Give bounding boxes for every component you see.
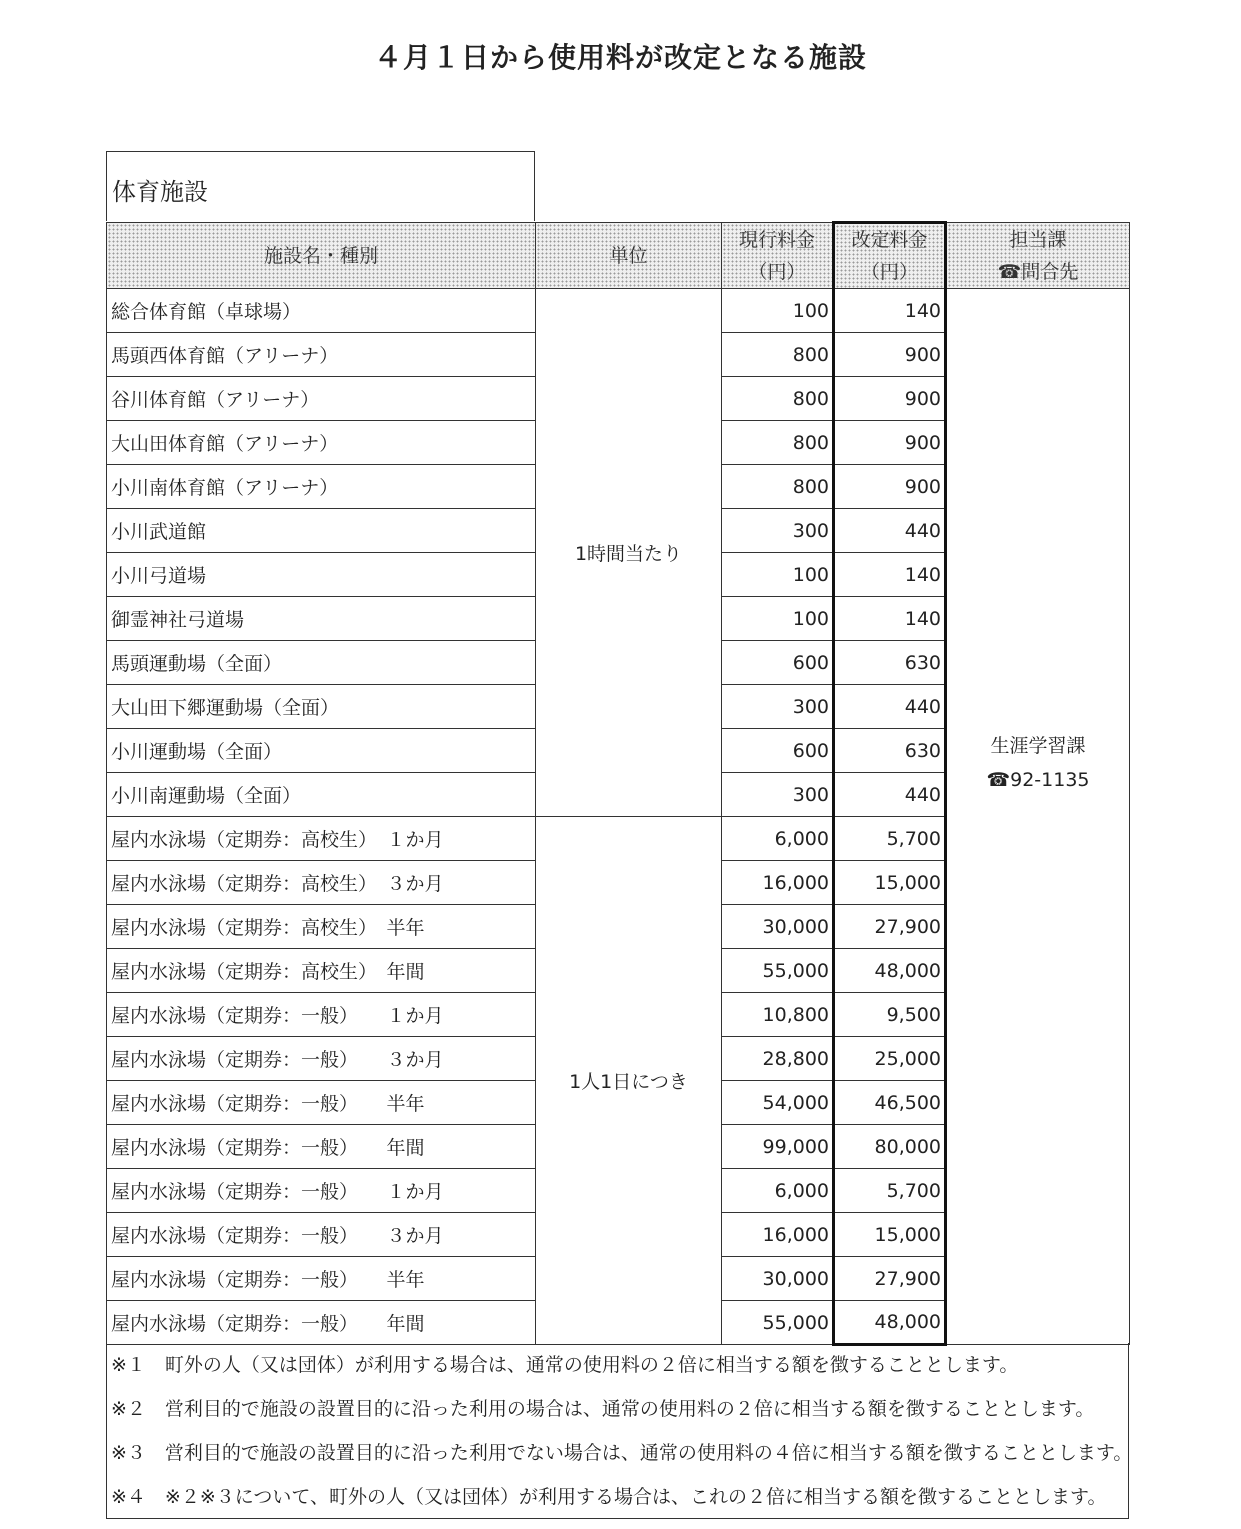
dept-cell [946, 289, 1130, 1345]
note-4: ※４ ※２※３について、町外の人（又は団体）が利用する場合は、これの２倍に相当する額を徴することとします。 [111, 1486, 1107, 1508]
facility-name: 馬頭運動場（全面） [107, 641, 536, 685]
facility-name: 屋内水泳場（定期券：高校生） 半年 [107, 905, 536, 949]
revised-fee: 900 [834, 333, 946, 377]
current-fee: 600 [722, 641, 834, 685]
revised-fee: 630 [834, 641, 946, 685]
revised-fee: 27,900 [834, 1257, 946, 1301]
unit-cell: 1時間当たり [536, 289, 722, 817]
revised-fee: 440 [834, 685, 946, 729]
col-header-current: 現行料金 （円） [722, 223, 834, 289]
facility-name: 小川南運動場（全面） [107, 773, 536, 817]
facility-name: 屋内水泳場（定期券：一般） 年間 [107, 1125, 536, 1169]
facility-name: 小川弓道場 [107, 553, 536, 597]
current-fee: 600 [722, 729, 834, 773]
revised-fee: 48,000 [834, 1301, 946, 1345]
table-header-row [107, 223, 1130, 289]
current-fee: 55,000 [722, 949, 834, 993]
facility-name: 馬頭西体育館（アリーナ） [107, 333, 536, 377]
current-fee: 100 [722, 553, 834, 597]
col-header-revised: 改定料金 （円） [834, 223, 946, 289]
facility-name: 屋内水泳場（定期券：一般） １か月 [107, 993, 536, 1037]
facility-name: 屋内水泳場（定期券：高校生） １か月 [107, 817, 536, 861]
facility-name: 屋内水泳場（定期券：高校生） ３か月 [107, 861, 536, 905]
page-title: ４月１日から使用料が改定となる施設 [373, 41, 867, 74]
revised-fee: 900 [834, 465, 946, 509]
revised-fee: 140 [834, 597, 946, 641]
facility-name: 小川武道館 [107, 509, 536, 553]
revised-fee: 630 [834, 729, 946, 773]
facility-name: 御霊神社弓道場 [107, 597, 536, 641]
current-fee: 55,000 [722, 1301, 834, 1345]
facility-name: 屋内水泳場（定期券：一般） 半年 [107, 1081, 536, 1125]
col-header-unit: 単位 [536, 223, 722, 289]
revised-fee: 15,000 [834, 861, 946, 905]
current-fee: 6,000 [722, 1169, 834, 1213]
current-fee: 100 [722, 597, 834, 641]
note-3: ※３ 営利目的で施設の設置目的に沿った利用でない場合は、通常の使用料の４倍に相当する額を徴することとします。 [111, 1442, 1133, 1464]
facility-name: 屋内水泳場（定期券：一般） ３か月 [107, 1037, 536, 1081]
revised-fee: 900 [834, 421, 946, 465]
revised-fee: 140 [834, 289, 946, 333]
revised-fee: 440 [834, 773, 946, 817]
revised-fee: 140 [834, 553, 946, 597]
current-fee: 800 [722, 333, 834, 377]
facility-name: 屋内水泳場（定期券：一般） ３か月 [107, 1213, 536, 1257]
category-label: 体育施設 [112, 178, 208, 206]
facility-name: 大山田下郷運動場（全面） [107, 685, 536, 729]
unit-cell: 1人1日につき [536, 817, 722, 1345]
notes-section [106, 1343, 1133, 1519]
facility-name: 小川南体育館（アリーナ） [107, 465, 536, 509]
current-fee: 800 [722, 421, 834, 465]
revised-fee: 9,500 [834, 993, 946, 1037]
facility-name: 大山田体育館（アリーナ） [107, 421, 536, 465]
facility-name: 屋内水泳場（定期券：一般） 半年 [107, 1257, 536, 1301]
current-fee: 30,000 [722, 1257, 834, 1301]
current-fee: 800 [722, 377, 834, 421]
current-fee: 100 [722, 289, 834, 333]
current-fee: 99,000 [722, 1125, 834, 1169]
current-fee: 6,000 [722, 817, 834, 861]
col-header-name: 施設名・種別 [107, 223, 536, 289]
note-2: ※２ 営利目的で施設の設置目的に沿った利用の場合は、通常の使用料の２倍に相当する額を徴することとします。 [111, 1398, 1095, 1420]
revised-fee: 15,000 [834, 1213, 946, 1257]
current-fee: 300 [722, 509, 834, 553]
current-fee: 800 [722, 465, 834, 509]
revised-fee: 48,000 [834, 949, 946, 993]
current-fee: 10,800 [722, 993, 834, 1037]
revised-fee: 440 [834, 509, 946, 553]
revised-fee: 5,700 [834, 1169, 946, 1213]
facility-name: 小川運動場（全面） [107, 729, 536, 773]
facility-name: 屋内水泳場（定期券：一般） 年間 [107, 1301, 536, 1345]
facility-name: 屋内水泳場（定期券：高校生） 年間 [107, 949, 536, 993]
dept-name: 生涯学習課 [990, 735, 1086, 757]
current-fee: 16,000 [722, 1213, 834, 1257]
fee-table [106, 221, 1130, 1346]
current-fee: 300 [722, 773, 834, 817]
revised-fee: 46,500 [834, 1081, 946, 1125]
dept-phone: ☎92-1135 [986, 769, 1090, 791]
revised-fee: 80,000 [834, 1125, 946, 1169]
revised-fee: 900 [834, 377, 946, 421]
revised-fee: 27,900 [834, 905, 946, 949]
current-fee: 16,000 [722, 861, 834, 905]
current-fee: 28,800 [722, 1037, 834, 1081]
table-row [107, 289, 1130, 333]
col-header-dept: 担当課 ☎問合先 [946, 223, 1130, 289]
category-header [106, 151, 535, 221]
facility-name: 谷川体育館（アリーナ） [107, 377, 536, 421]
current-fee: 300 [722, 685, 834, 729]
revised-fee: 5,700 [834, 817, 946, 861]
note-1: ※１ 町外の人（又は団体）が利用する場合は、通常の使用料の２倍に相当する額を徴することとします。 [111, 1354, 1019, 1376]
current-fee: 54,000 [722, 1081, 834, 1125]
current-fee: 30,000 [722, 905, 834, 949]
facility-name: 総合体育館（卓球場） [107, 289, 536, 333]
facility-name: 屋内水泳場（定期券：一般） １か月 [107, 1169, 536, 1213]
revised-fee: 25,000 [834, 1037, 946, 1081]
